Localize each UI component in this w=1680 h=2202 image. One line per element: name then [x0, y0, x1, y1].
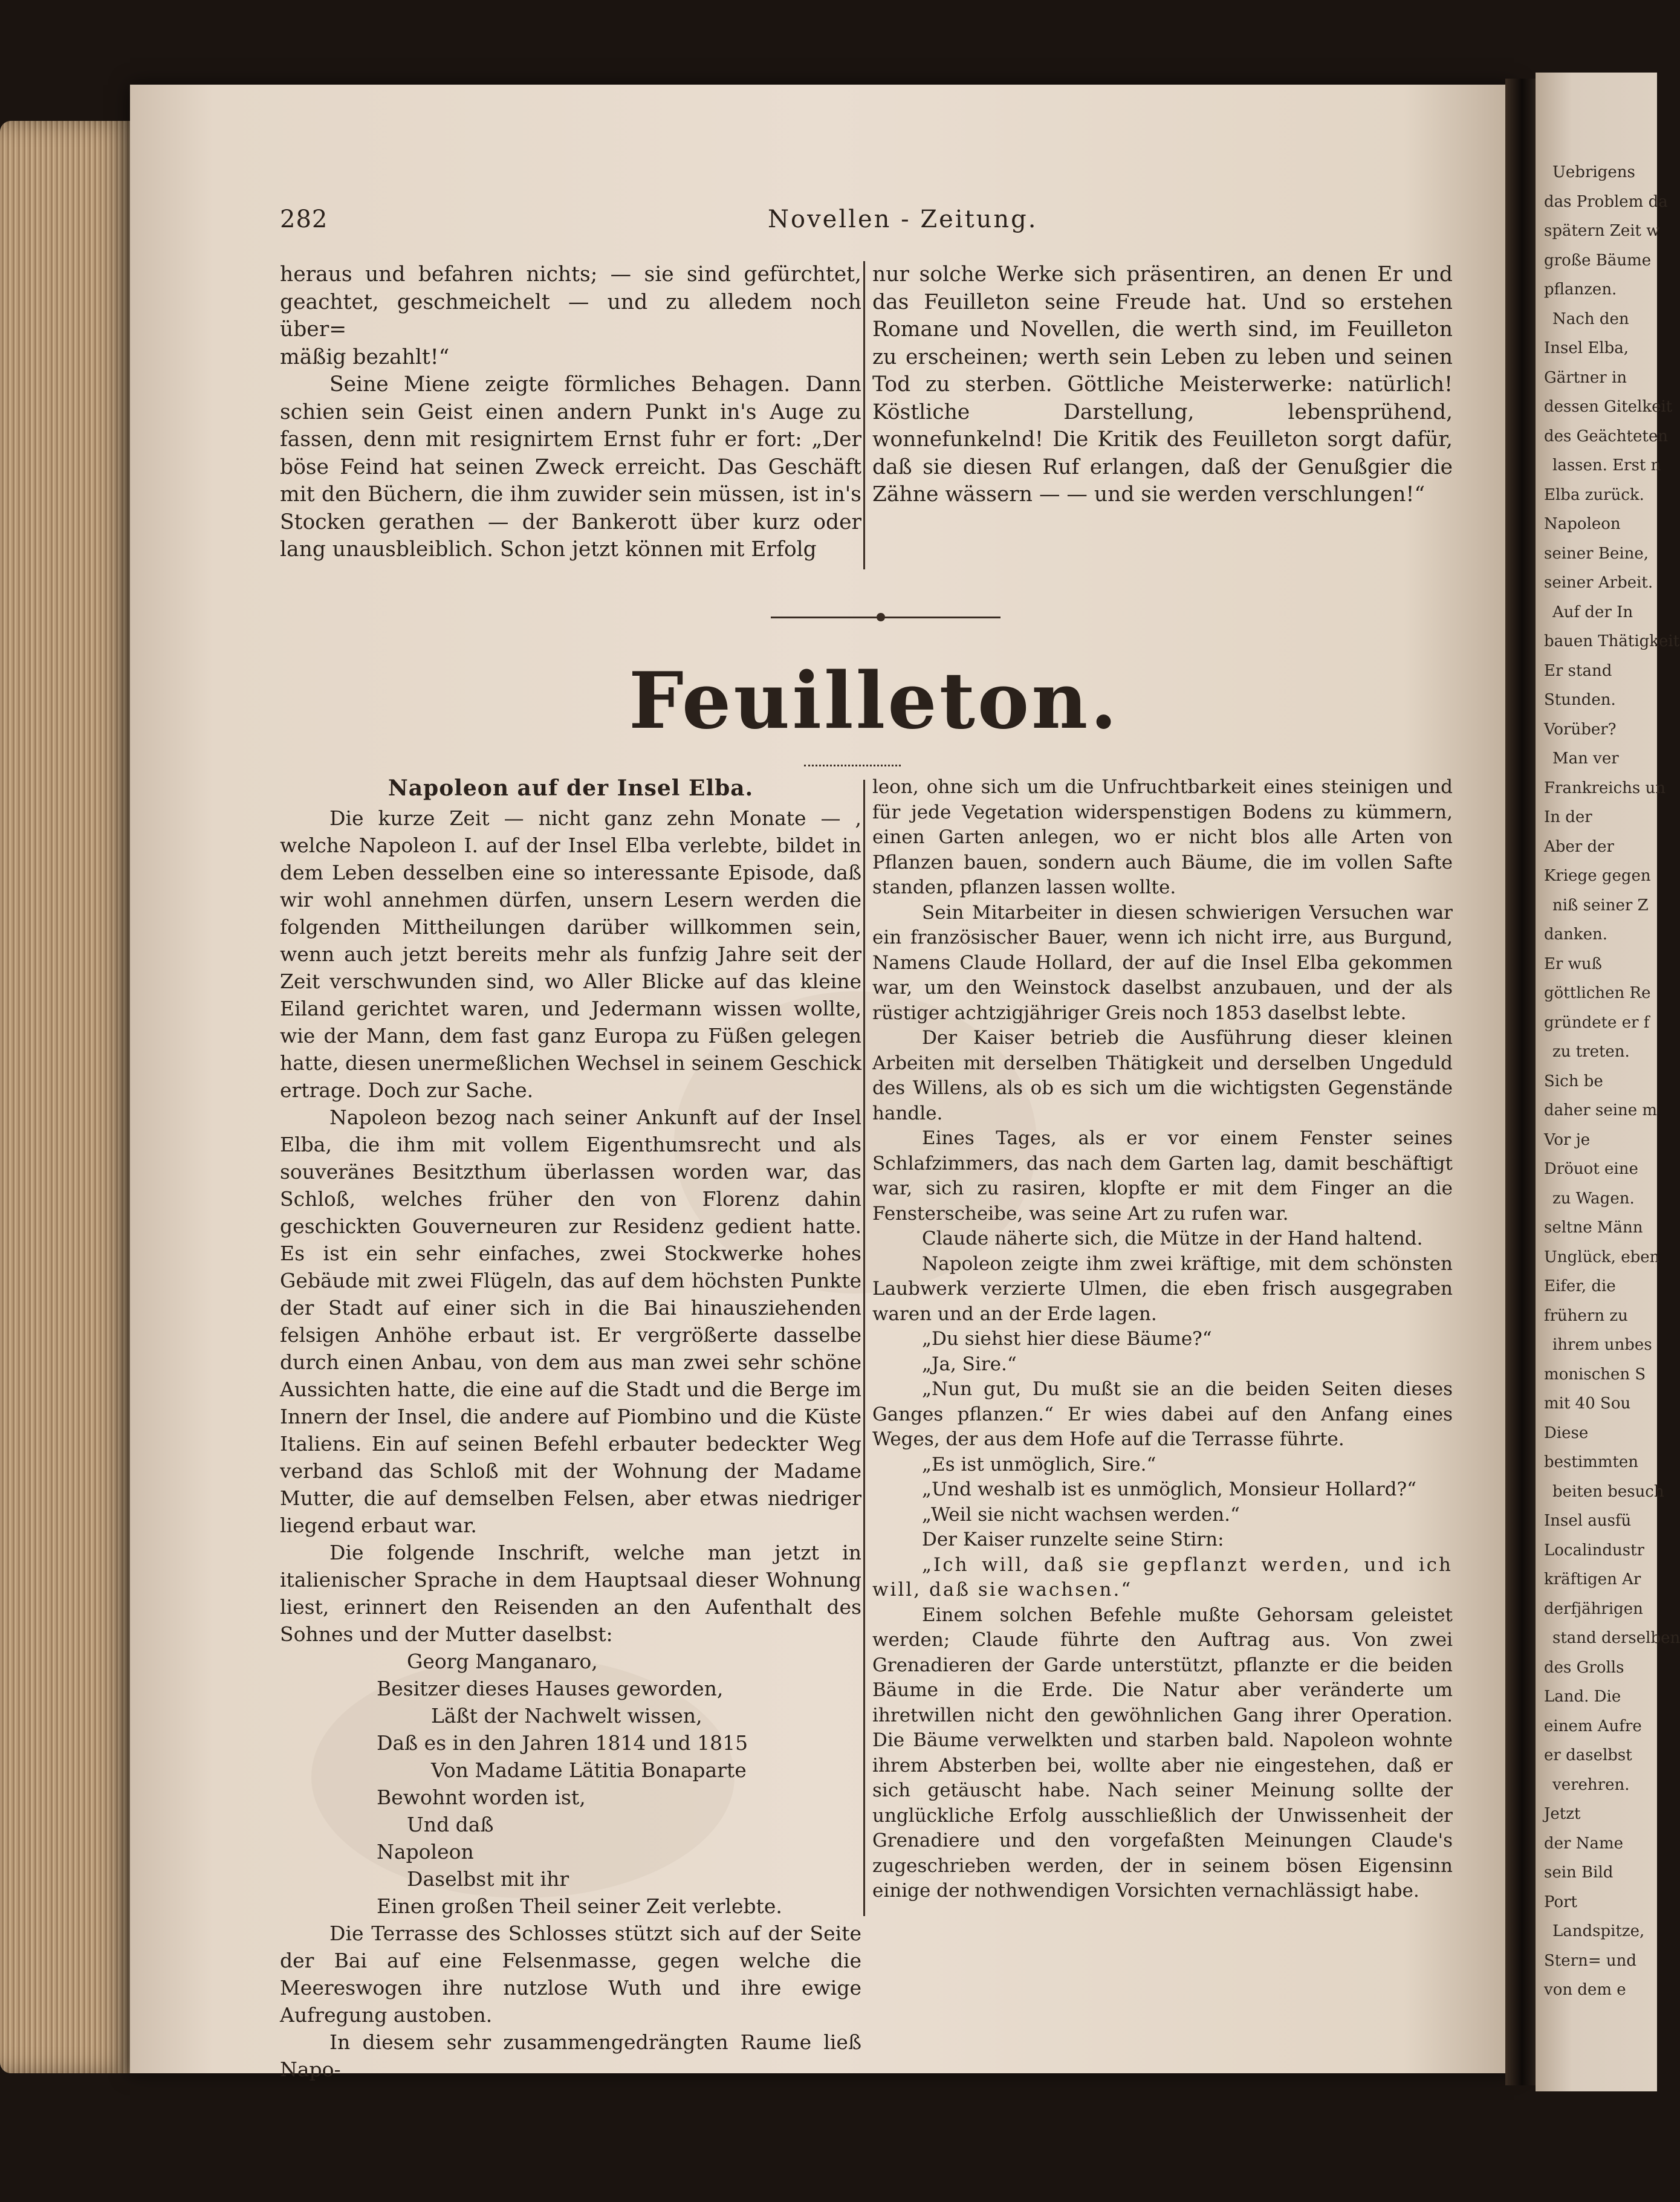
facing-page-fragment: Diese	[1544, 1423, 1589, 1442]
dialogue-line: „Weil sie nicht wachsen werden.“	[922, 1503, 1240, 1526]
dialogue-line: „Ja, Sire.“	[922, 1353, 1017, 1375]
facing-page-fragment: pflanzen.	[1544, 280, 1617, 299]
facing-page-fragment: daher seine m	[1544, 1101, 1658, 1119]
facing-page-fragment: sein Bild	[1544, 1864, 1614, 1882]
facing-page-fragment: Insel ausfü	[1544, 1512, 1632, 1530]
facing-page-fragment: seiner Arbeit.	[1544, 574, 1653, 592]
facing-page-fragment: des Geächteten	[1544, 427, 1669, 445]
facing-page-fragment: dessen Gitelkeit	[1544, 398, 1673, 416]
inscription-line: Läßt der Nachwelt wissen,	[431, 1704, 702, 1728]
section-heading: Feuilleton.	[629, 656, 1120, 746]
facing-page-fragment: das Problem da	[1544, 192, 1668, 211]
top-right-column	[872, 261, 1453, 509]
facing-page-fragment: Insel Elba,	[1544, 339, 1629, 357]
facing-page-fragment: Er wuß	[1544, 954, 1603, 973]
facing-page-fragment: stand derselben	[1552, 1629, 1680, 1647]
article-title: Napoleon auf der Insel Elba.	[388, 776, 754, 801]
inscription-line: Daß es in den Jahren 1814 und 1815	[377, 1731, 748, 1755]
paragraph: Die Terrasse des Schlosses stützt sich auf der Seite der Bai auf eine Felsenmasse, gegen welche die Meereswogen ihre nutzlose Wuth und ihre ewige Aufregung austoben.	[280, 1922, 861, 2027]
facing-page-fragment: zu Wagen.	[1552, 1189, 1635, 1208]
paragraph: Claude näherte sich, die Mütze in der Hand haltend.	[922, 1228, 1423, 1249]
facing-page-fragment: Unglück, eben	[1544, 1248, 1660, 1266]
facing-page-fragment: des Grolls	[1544, 1658, 1624, 1677]
facing-page	[1536, 73, 1680, 2091]
facing-page-fragment: Auf der In	[1552, 603, 1633, 621]
facing-page-fragment: bestimmten	[1544, 1453, 1639, 1471]
paragraph: Einem solchen Befehle mußte Gehorsam geleistet werden; Claude führte den Auftrag aus. Von zwei Grenadieren der Garde unterstützt, pflanzte er die beiden Bäume in die Erde. Die Natur aber veränderte um ihretwillen nicht den gewöhnlichen Gang ihrer Operation. Die Bäume verwelkten und starben bald. Napoleon wohnte ihrem Absterben bei, wollte aber nie eingestehen, daß er sich getäuscht habe. Nach seiner Meinung sollte der unglückliche Erfolg ausschließlich der Unwissenheit der Grenadiere und den vorgefaßten Meinungen Claude's zugeschrieben werden, der in seinem bösen Eigensinn einige der nothwendigen Vorsichten vernachlässigt habe.	[872, 1604, 1453, 1902]
facing-page-fragment: Port	[1544, 1893, 1577, 1911]
facing-page-fragment: Vorüber?	[1544, 720, 1617, 739]
facing-page-fragment: Dröuot eine	[1544, 1160, 1638, 1178]
facing-page-fragment: Vor je	[1544, 1130, 1591, 1149]
facing-page-fragment: derfjährigen	[1544, 1599, 1643, 1618]
facing-page-fragment: Frankreichs un	[1544, 779, 1666, 797]
inscription-line: Georg Manganaro,	[407, 1650, 598, 1673]
top-left-column	[280, 261, 861, 564]
facing-page-fragment: niß seiner Z	[1552, 896, 1649, 915]
facing-page-fragment: Aber der	[1544, 837, 1614, 856]
facing-page-fragment: Uebrigens	[1552, 163, 1635, 181]
facing-page-fragment: Localindustr	[1544, 1541, 1644, 1559]
facing-page-fragment: Napoleon	[1544, 515, 1621, 533]
paragraph: In diesem sehr zusammengedrängten Raume ließ Napo-	[280, 2030, 861, 2081]
facing-page-fragment: Elba zurück.	[1544, 485, 1644, 504]
facing-page-fragment: Kriege gegen	[1544, 867, 1651, 885]
paragraph: nur solche Werke sich präsentiren, an denen Er und das Feuilleton seine Freude hat. Und so erstehen Romane und Novellen, die werth sind, im Feuilleton zu erscheinen; werth sein Leben zu leben und seinen Tod zu sterben. Göttliche Meisterwerke: natürlich! Köstliche Darstellung, lebensprühend, wonnefunkelnd! Die Kritik des Feuilleton sorgt dafür, daß sie diesen Ruf erlangen, daß der Genußgier die Zähne wässern — — und sie werden verschlungen!“	[872, 262, 1453, 507]
facing-page-fragment: lassen. Erst n	[1552, 456, 1661, 474]
facing-page-fragment: Stunden.	[1544, 691, 1616, 709]
column-rule	[863, 780, 865, 1916]
facing-page-fragment: verehren.	[1552, 1775, 1630, 1794]
book-page-edges	[0, 121, 139, 2073]
paragraph: leon, ohne sich um die Unfruchtbarkeit eines steinigen und für jede Vegetation widerspenstigen Bodens zu kümmern, einen Garten anlegen, wo er nicht blos alle Arten von Pflanzen bauen, sondern auch Bäume, die im vollen Safte standen, pflanzen lassen wollte.	[872, 776, 1453, 898]
paragraph: Die kurze Zeit — nicht ganz zehn Monate — , welche Napoleon I. auf der Insel Elba verlebte, bildet in dem Leben desselben eine so interessante Episode, daß wir wohl annehmen dürfen, unsern Lesern werden die folgenden Mittheilungen darüber willkommen sein, wenn auch jetzt bereits mehr als funfzig Jahre seit der Zeit verschwunden sind, wo Aller Blicke auf das kleine Eiland gerichtet waren, und Jedermann wissen wollte, wie der Mann, dem fast ganz Europa zu Füßen gelegen hatte, diesen unermeßlichen Wechsel in seinem Geschick ertrage. Doch zur Sache.	[280, 806, 861, 1102]
facing-page-fragment: kräftigen Ar	[1544, 1570, 1641, 1588]
facing-page-fragment: Er stand	[1544, 661, 1612, 680]
article-left-column	[280, 775, 861, 2083]
facing-page-fragment: seltne Männ	[1544, 1219, 1643, 1237]
paragraph: Napoleon bezog nach seiner Ankunft auf der Insel Elba, die ihm mit vollem Eigenthumsrecht und als souveränes Besitzthum überlassen worden war, das Schloß, welches früher den von Florenz dahin geschickten Gouverneuren zur Residenz gedient hatte. Es ist ein sehr einfaches, zwei Stockwerke hohes Gebäude mit zwei Flügeln, das auf dem höchsten Punkte der Stadt auf einer sich in die Bai hinausziehenden felsigen Anhöhe erbaut ist. Er vergrößerte dasselbe durch einen Anbau, von dem aus man zwei sehr schöne Aussichten hatte, die eine auf die Stadt und die Berge im Innern der Insel, die andere auf Piombino und die Küste Italiens. Ein auf seinen Befehl erbauter bedeckter Weg verband das Schloß mit der Wohnung der Madame Mutter, die auf demselben Felsen, aber etwas niedriger liegend erbaut war.	[280, 1106, 861, 1537]
inscription-line: Bewohnt worden ist,	[377, 1786, 586, 1809]
facing-page-fragment: seiner Beine,	[1544, 544, 1649, 563]
facing-page-fragment: von dem e	[1544, 1981, 1626, 1999]
section-divider	[771, 617, 1001, 618]
inscription-line: Von Madame Lätitia Bonaparte	[431, 1758, 747, 1782]
facing-page-fragment: gründete er f	[1544, 1013, 1650, 1032]
facing-page-fragment: zu treten.	[1552, 1043, 1630, 1061]
facing-page-fragment: Jetzt	[1544, 1805, 1581, 1823]
inscription-line: Daselbst mit ihr	[407, 1867, 569, 1891]
dialogue-line: „Nun gut, Du mußt sie an die beiden Seiten dieses Ganges pflanzen.“ Er wies dabei auf den Anfang eines Weges, der aus dem Hofe auf die Terrasse führte.	[872, 1378, 1453, 1450]
inscription-line: Besitzer dieses Hauses geworden,	[377, 1677, 724, 1700]
facing-page-fragment: göttlichen Re	[1544, 984, 1651, 1002]
facing-page-fragment: Landspitze,	[1552, 1922, 1645, 1940]
facing-page-fragment: Gärtner in	[1544, 368, 1627, 387]
facing-page-fragment: einem Aufre	[1544, 1717, 1642, 1735]
facing-page-fragment: frühern zu	[1544, 1306, 1628, 1325]
article-right-column	[872, 775, 1453, 1904]
dialogue-line: Der Kaiser runzelte seine Stirn:	[922, 1529, 1224, 1550]
dialogue-line: „Du siehst hier diese Bäume?“	[922, 1328, 1212, 1350]
facing-page-fragment: beiten besuch	[1552, 1482, 1664, 1501]
facing-page-fragment: mit 40 Sou	[1544, 1394, 1631, 1413]
inscription-line: Einen großen Theil seiner Zeit verlebte.	[377, 1894, 782, 1918]
dialogue-line: „Es ist unmöglich, Sire.“	[922, 1453, 1156, 1475]
facing-page-fragment: In der	[1544, 808, 1592, 826]
paragraph: Eines Tages, als er vor einem Fenster seines Schlafzimmers, das nach dem Garten lag, damit beschäftigt war, sich zu rasiren, klopfte er mit dem Finger an die Fensterscheibe, was seine Art zu rufen war.	[872, 1127, 1453, 1225]
facing-page-fragment: er daselbst	[1544, 1746, 1632, 1764]
facing-page-fragment: Eifer, die	[1544, 1277, 1616, 1295]
paragraph: Der Kaiser betrieb die Ausführung dieser kleinen Arbeiten mit derselben Thätigkeit und derselben Ungeduld des Willens, als ob es sich um die wichtigsten Gegenstände handle.	[872, 1027, 1453, 1124]
facing-page-fragment: bauen Thätigkeit	[1544, 632, 1680, 650]
facing-page-fragment: Nach den	[1552, 309, 1629, 328]
ornament-rule	[804, 759, 901, 766]
paragraph: Sein Mitarbeiter in diesen schwierigen Versuchen war ein französischer Bauer, wenn ich nicht irre, aus Burgund, Namens Claude Hollard, der auf die Insel Elba gekommen war, um den Weinstock daselbst anzubauen, und der als rüstiger achtzigjähriger Greis noch 1853 daselbst lebte.	[872, 901, 1453, 1024]
text-line: heraus und befahren nichts; — sie sind gefürchtet,	[280, 262, 861, 287]
facing-page-fragment: Sich be	[1544, 1072, 1603, 1090]
dialogue-line: „Ich will, daß sie gepflanzt werden, und ich will, daß sie wachsen.“	[872, 1553, 1453, 1601]
dialogue-line: „Und weshalb ist es unmöglich, Monsieur Hollard?“	[922, 1478, 1416, 1500]
facing-page-fragment: danken.	[1544, 925, 1608, 944]
facing-page-fragment: Land. Die	[1544, 1688, 1621, 1706]
paragraph: Die folgende Inschrift, welche man jetzt in italienischer Sprache in dem Hauptsaal dieser Wohnung liest, erinnert den Reisenden an den Aufenthalt des Sohnes und der Mutter daselbst:	[280, 1541, 861, 1646]
text-line: mäßig bezahlt!“	[280, 345, 450, 369]
facing-page-fragment: Man ver	[1552, 750, 1619, 768]
facing-page-fragment: monischen S	[1544, 1365, 1646, 1384]
facing-page-fragment: ihrem unbes	[1552, 1336, 1652, 1354]
journal-title: Novellen - Zeitung.	[768, 206, 1038, 233]
facing-page-fragment: spätern Zeit w	[1544, 222, 1660, 240]
paragraph: Seine Miene zeigte förmliches Behagen. Dann schien sein Geist einen andern Punkt in's Auge zu fassen, denn mit resignirtem Ernst fuhr er fort: „Der böse Feind hat seinen Zweck erreicht. Das Geschäft mit den Büchern, die ihm zuwider sein müssen, ist in's Stocken gerathen — der Bankerott über kurz oder lang unausbleiblich. Schon jetzt können mit Erfolg	[280, 372, 861, 562]
facing-page-fragment: große Bäume	[1544, 251, 1652, 270]
inscription-line: Napoleon	[377, 1840, 474, 1864]
facing-page-fragment: der Name	[1544, 1834, 1624, 1853]
paragraph: Napoleon zeigte ihm zwei kräftige, mit dem schönsten Laubwerk verzierte Ulmen, die eben frisch ausgegraben waren und an der Erde lagen.	[872, 1252, 1453, 1325]
inscription-line: Und daß	[407, 1813, 494, 1836]
page-number: 282	[280, 206, 328, 233]
text-line: geachtet, geschmeichelt — und zu alledem noch über=	[280, 290, 861, 342]
column-rule	[863, 261, 865, 569]
facing-page-fragment: Stern= und	[1544, 1951, 1637, 1970]
book-gutter	[1505, 79, 1539, 2085]
